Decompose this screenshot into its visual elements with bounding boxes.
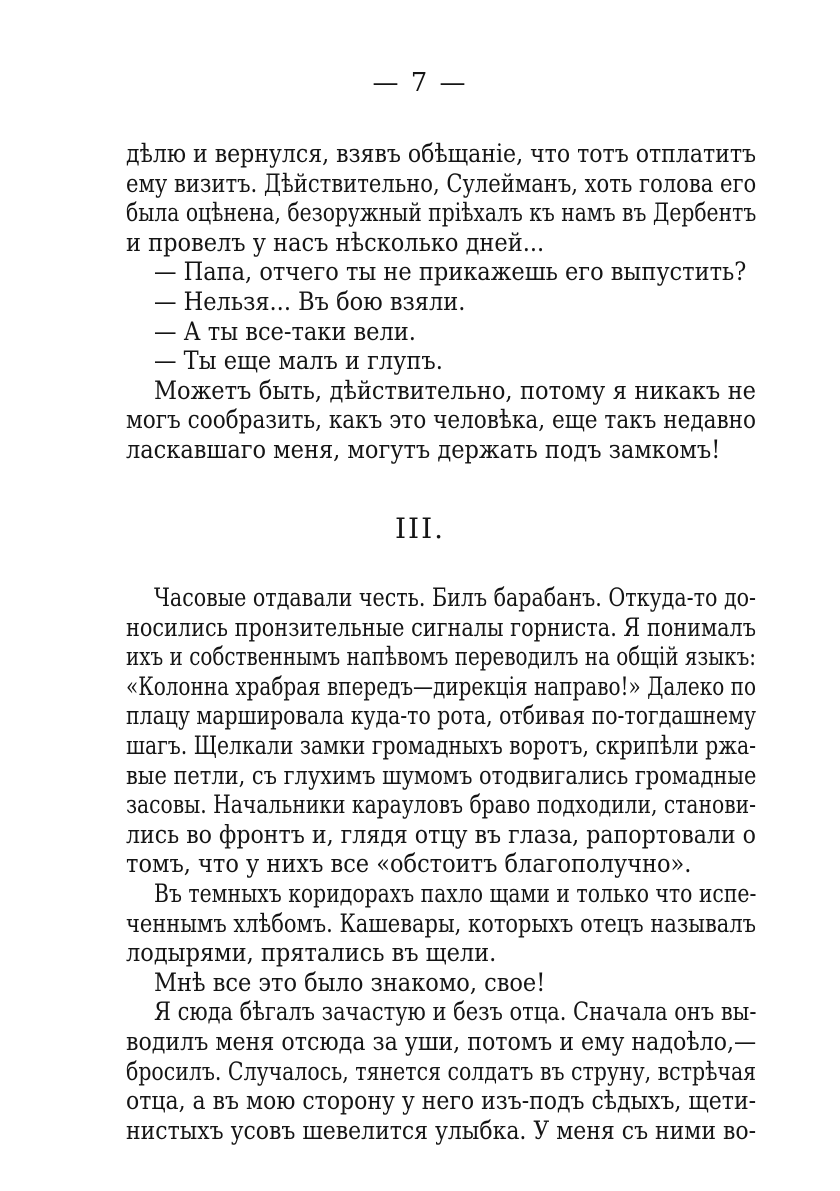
text-line: Я сюда бѣгалъ зачастую и безъ отца. Сначала онъ вы- xyxy=(154,997,757,1027)
text-line: и провелъ у насъ нѣсколько дней... xyxy=(126,227,545,257)
text-line: — Папа, отчего ты не прикажешь его выпустить? xyxy=(154,257,747,287)
chapter-heading: III. xyxy=(394,512,446,545)
text-line: была оцѣнена, безоружный пріѣхалъ къ намъ въ Дербентъ xyxy=(126,198,757,228)
text-line: Часовые отдавали честь. Билъ барабанъ. Откуда-то до- xyxy=(154,583,756,612)
text-line: вые петли, съ глухимъ шумомъ отодвигались громадные xyxy=(126,760,757,790)
text-line: шагъ. Щелкали замки громадныхъ воротъ, скрипѣли ржа- xyxy=(126,731,756,760)
text-line: — Нельзя... Въ бою взяли. xyxy=(154,287,466,316)
text-line: отца, а въ мою сторону у него изъ-подъ сѣдыхъ, щети- xyxy=(126,1086,756,1116)
text-line: Въ темныхъ коридорахъ пахло щами и только что испе- xyxy=(154,879,757,908)
text-line: ихъ и собственнымъ напѣвомъ переводилъ на общій языкъ: xyxy=(126,642,756,672)
text-line: Мнѣ все это было знакомо, свое! xyxy=(154,967,546,997)
text-line: лись во фронтъ и, глядя отцу въ глаза, рапортовали о xyxy=(126,819,756,849)
text-line: — Ты еще малъ и глупъ. xyxy=(154,346,443,376)
text-line: «Колонна храбрая впередъ—дирекція направо!» Далеко по xyxy=(126,671,756,701)
text-line: томъ, что у нихъ все «обстоитъ благополучно». xyxy=(126,849,692,879)
text-line: Можетъ быть, дѣйствительно, потому я никакъ не xyxy=(154,375,756,405)
text-line: могъ сообразить, какъ это человѣка, еще такъ недавно xyxy=(126,405,756,435)
text-line: ласкавшаго меня, могутъ держать подъ замкомъ! xyxy=(126,435,721,464)
text-line: дѣлю и вернулся, взявъ обѣщаніе, что тотъ отплатитъ xyxy=(126,139,757,168)
text-line: нистыхъ усовъ шевелится улыбка. У меня съ ними во- xyxy=(126,1115,757,1145)
text-line: водилъ меня отсюда за уши, потомъ и ему надоѣло,— xyxy=(126,1027,757,1056)
text-line: — А ты все-таки вели. xyxy=(154,316,416,346)
text-line: ему визитъ. Дѣйствительно, Сулейманъ, хоть голова его xyxy=(126,168,757,198)
text-line: засовы. Начальники карауловъ браво подходили, станови- xyxy=(126,790,756,820)
page-number: — 7 — xyxy=(372,68,468,98)
text-line: носились пронзительные сигналы горниста. Я понималъ xyxy=(126,612,756,642)
text-line: бросилъ. Случалось, тянется солдатъ въ струну, встрѣчая xyxy=(126,1056,757,1086)
text-line: лодырями, прятались въ щели. xyxy=(126,938,497,968)
text-line: ченнымъ хлѣбомъ. Кашевары, которыхъ отецъ называлъ xyxy=(126,908,756,938)
text-line: плацу марширoвала куда-то рота, отбивая по-тогдашнему xyxy=(126,701,756,731)
